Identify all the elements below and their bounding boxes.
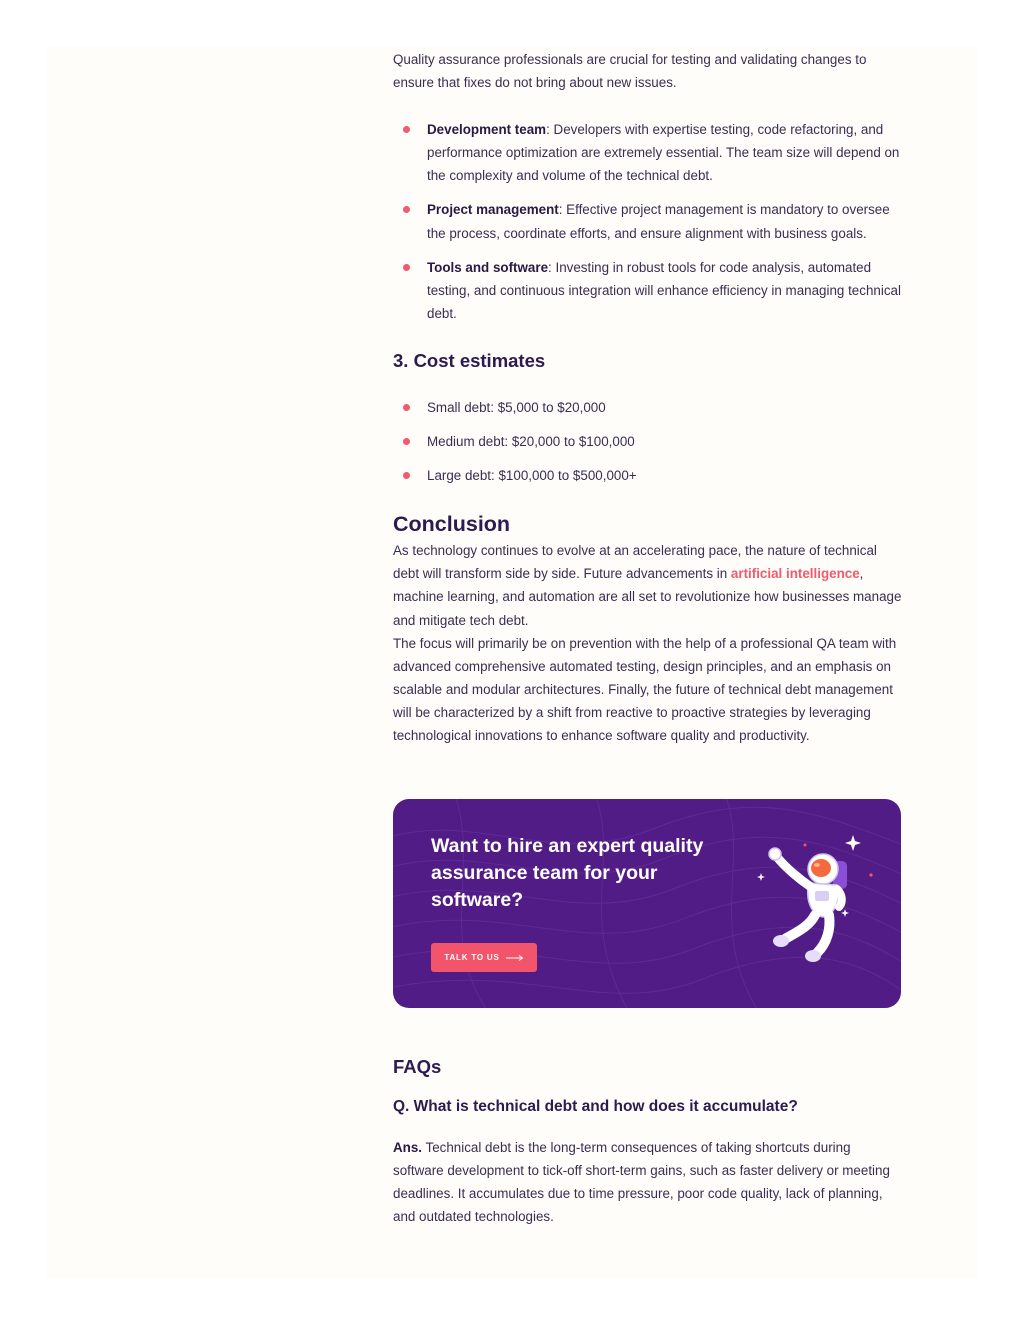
conclusion-paragraph-1 (393, 539, 903, 631)
conclusion-paragraph-2: The focus will primarily be on prevention with the help of a professional QA team with advanced comprehensive automated testing, design principles, and an emphasis on scalable and modular architectures. Finally, the future of technical debt management will be characterized by a shift from reactive to proactive strategies by leveraging technological innovations to enhance software quality and productivity. (393, 635, 897, 743)
list-item (427, 256, 903, 325)
hire-qa-banner (393, 799, 901, 1008)
cost-list (393, 396, 903, 487)
text-span: As technology continues to evolve at an accelerating pace, the nature of technical debt will transform side by side. Future advancements in (393, 543, 877, 582)
faq-section (393, 1056, 903, 1228)
list-item-label: Project management (427, 202, 559, 218)
list-item-label: Development team (427, 122, 547, 138)
list-item: Small debt: $5,000 to $20,000 (427, 396, 903, 419)
list-item-text: : Effective project management is mandatory to oversee the process, coordinate efforts, and ensure alignment with business goals. (427, 202, 890, 241)
faq-question[interactable]: Q. What is technical debt and how does it accumulate? (393, 1098, 798, 1115)
list-item-text: : Developers with expertise testing, code refactoring, and performance optimization are extremely essential. The team size will depend on the complexity and volume of the technical debt. (427, 122, 900, 184)
button-label: TALK TO US (444, 953, 500, 962)
list-item-text: : Investing in robust tools for code analysis, automated testing, and continuous integration will enhance efficiency in managing technical debt. (427, 259, 901, 321)
article-content (393, 48, 903, 747)
list-item: Large debt: $100,000 to $500,000+ (427, 464, 903, 487)
answer-text: Technical debt is the long-term consequences of taking shortcuts during software development to tick-off short-term gains, such as faster delivery or meeting deadlines. It accumulates due to time pressure, poor code quality, lack of planning, and outdated technologies. (393, 1140, 890, 1225)
list-item-label: Tools and software (427, 259, 549, 275)
team-list (393, 118, 903, 325)
banner-title: Want to hire an expert quality assurance team for your software? (431, 835, 704, 911)
faq-heading: FAQs (393, 1056, 442, 1077)
list-item: Medium debt: $20,000 to $100,000 (427, 430, 903, 453)
conclusion-heading: Conclusion (393, 512, 511, 537)
text-span: , machine learning, and automation are all set to revolutionize how businesses manage and mitigate tech debt. (393, 566, 902, 628)
astronaut-icon (751, 829, 881, 969)
intro-paragraph: Quality assurance professionals are crucial for testing and validating changes to ensure that fixes do not bring about new issues. (393, 52, 867, 91)
list-item (427, 118, 903, 187)
list-item (427, 198, 903, 244)
talk-to-us-button[interactable] (431, 943, 537, 972)
faq-answer (393, 1136, 903, 1228)
artificial-intelligence-link[interactable]: artificial intelligence (730, 566, 860, 582)
cost-heading: 3. Cost estimates (393, 349, 546, 371)
arrow-right-icon (506, 955, 524, 961)
answer-label: Ans. (393, 1140, 423, 1155)
